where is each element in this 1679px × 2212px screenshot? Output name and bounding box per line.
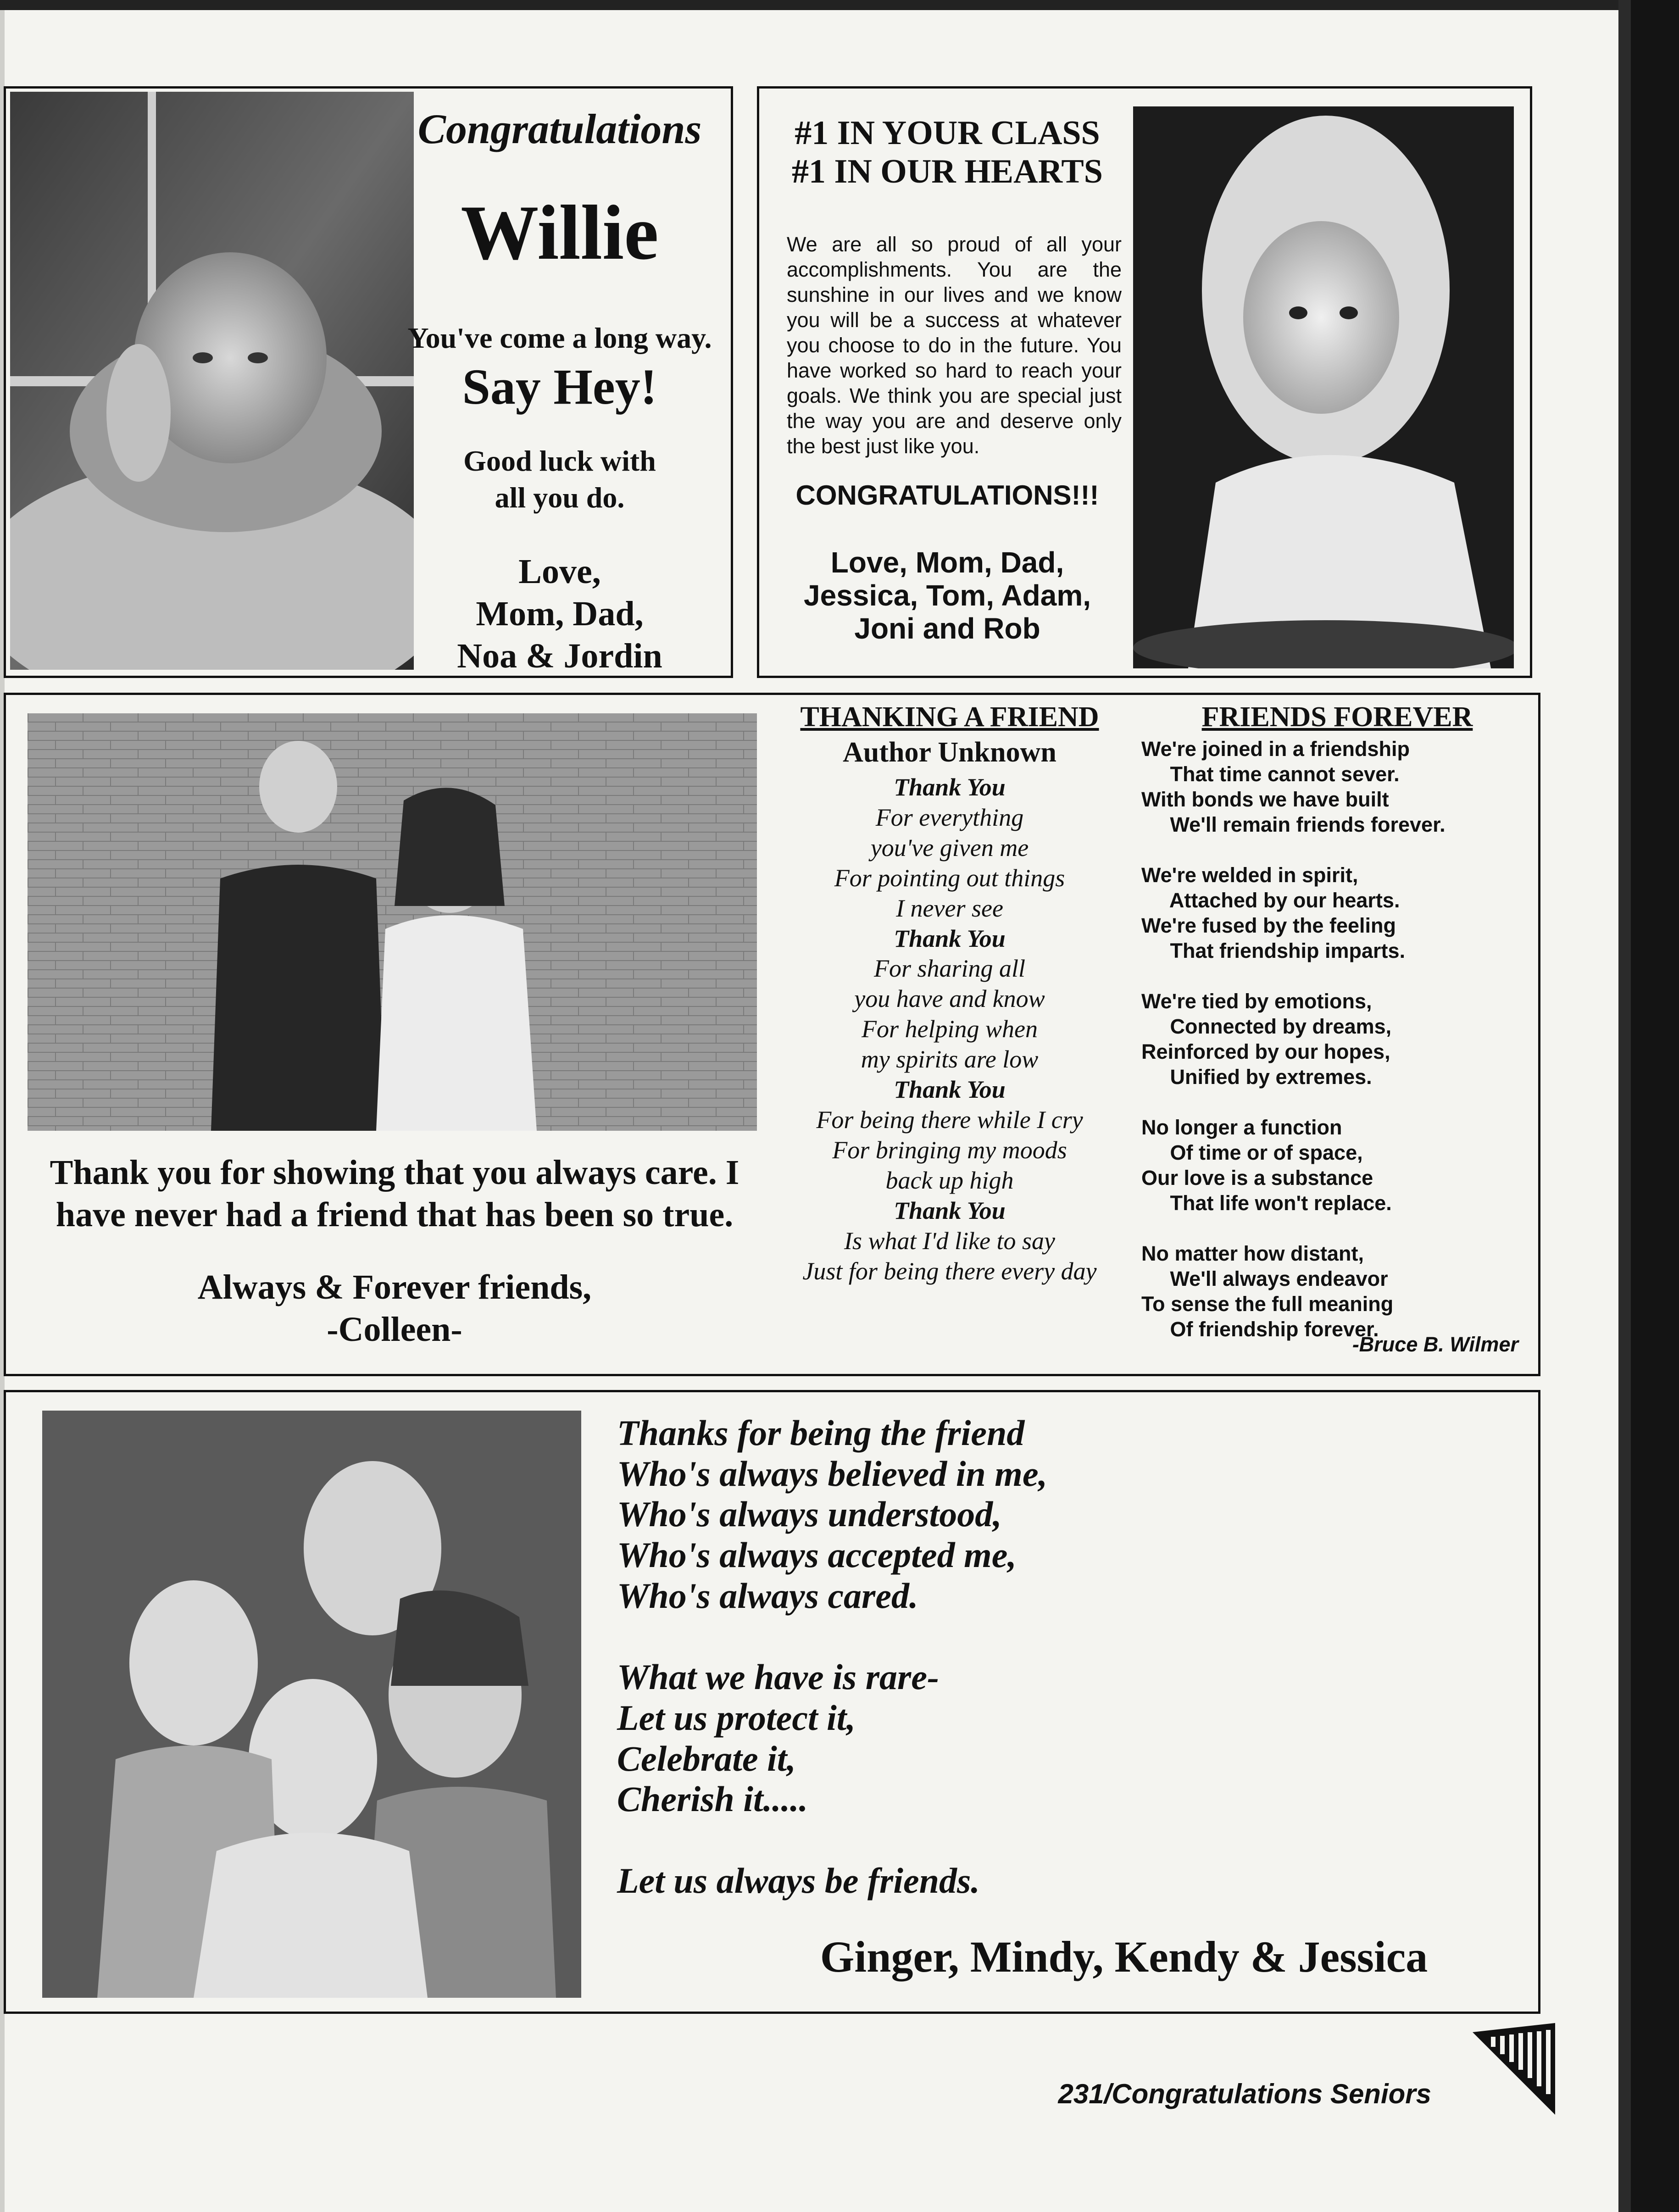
poem1-line: For sharing all: [873, 955, 1026, 983]
poem1-line: Just for being there every day: [802, 1257, 1097, 1285]
box2-heading-line: #1 IN YOUR CLASS: [795, 114, 1100, 152]
box1-luck-line: all you do.: [495, 481, 625, 514]
box2-signature-line: Love, Mom, Dad,: [830, 546, 1064, 579]
box2-signature-line: Jessica, Tom, Adam,: [803, 579, 1091, 612]
box1-luck: [404, 443, 716, 516]
box1-say-hey: Say Hey!: [462, 359, 657, 415]
page-footer: 231/Congratulations Seniors: [1058, 2079, 1431, 2109]
poem2-line: With bonds we have built: [1141, 788, 1389, 811]
poem2-line: To sense the full meaning: [1141, 1292, 1394, 1316]
girl-photo: [1133, 106, 1514, 668]
box1-signature-line: Noa & Jordin: [457, 637, 662, 675]
poem1-line: Thank You: [894, 1076, 1006, 1104]
box1-signature-line: Mom, Dad,: [476, 595, 644, 633]
poem2-lines: [1141, 736, 1531, 1342]
poem1-line: my spirits are low: [861, 1045, 1039, 1073]
box4-poem-line: Who's always accepted me,: [617, 1535, 1017, 1575]
poem2-line: Of time or of space,: [1141, 1141, 1363, 1164]
poem2-line: We'll always endeavor: [1141, 1267, 1388, 1290]
poem2-line: Reinforced by our hopes,: [1141, 1040, 1390, 1063]
baby-photo: [10, 92, 414, 670]
page-top-edge: [0, 0, 1679, 10]
poem1-line: Thank You: [894, 924, 1006, 952]
poem1-line: For everything: [875, 803, 1024, 831]
poem2-line: That friendship imparts.: [1141, 939, 1406, 962]
box4-poem-line: Who's always cared.: [617, 1575, 918, 1616]
poem2-line: [1141, 1216, 1531, 1241]
box4-poem-line: What we have is rare-: [617, 1657, 939, 1697]
box1-title: Congratulations: [417, 106, 702, 152]
poem1-line: you've given me: [870, 834, 1029, 861]
poem2-line: [1141, 1089, 1531, 1115]
poem2-line: We're joined in a friendship: [1141, 737, 1410, 761]
poem1-line: back up high: [885, 1166, 1014, 1194]
corner-graphic: [1473, 2023, 1555, 2115]
box2-signature-line: Joni and Rob: [854, 612, 1040, 645]
box2-congratulations: CONGRATULATIONS!!!: [795, 480, 1099, 511]
poem2-line: [1141, 963, 1531, 989]
poem2-line: We're welded in spirit,: [1141, 863, 1358, 887]
box1-luck-line: Good luck with: [463, 445, 656, 477]
poem1-line: Thank You: [894, 1196, 1006, 1224]
poem1-lines: [762, 773, 1138, 1286]
box2-body: We are all so proud of all your accomplishments. You are the sunshine in our lives and we know you will be a success at whatever you choose to do in the future. You have worked so hard to reach your goals. We think you are special just the way you are and deserve only the best just like you.: [787, 233, 1122, 458]
poem2-line: That life won't replace.: [1141, 1191, 1392, 1215]
box4-poem-line: Let us protect it,: [617, 1697, 856, 1738]
box4-poem-line: Thanks for being the friend: [617, 1413, 1025, 1453]
poem2-line: Of friendship forever.: [1141, 1317, 1379, 1341]
box1-signature: [404, 550, 716, 677]
poem1-line: Thank You: [894, 773, 1006, 801]
box3-signature: [28, 1266, 762, 1351]
box4-poem-line: Cherish it.....: [617, 1779, 808, 1819]
poem2-title: FRIENDS FOREVER: [1201, 701, 1473, 733]
poem2-line: No longer a function: [1141, 1116, 1342, 1139]
box1-name: Willie: [461, 189, 659, 276]
poem2-line: We'll remain friends forever.: [1141, 813, 1445, 836]
box3-signature-line: -Colleen-: [327, 1310, 462, 1349]
box2-signature: [757, 546, 1138, 645]
poem1-line: For pointing out things: [834, 864, 1065, 892]
binding-shadow: [1618, 0, 1632, 2212]
box4-poem-line: Who's always understood,: [617, 1494, 1002, 1534]
box4-poem-line: Celebrate it,: [617, 1738, 796, 1778]
couple-photo: [28, 713, 757, 1131]
poem1-line: I never see: [896, 894, 1003, 922]
poem1-line: For being there while I cry: [816, 1106, 1083, 1134]
poem2-line: We're tied by emotions,: [1141, 989, 1372, 1013]
poem2-line: Our love is a substance: [1141, 1166, 1373, 1189]
box1-signature-line: Love,: [518, 552, 601, 591]
poem2-line: [1141, 837, 1531, 862]
poem2-line: No matter how distant,: [1141, 1242, 1364, 1265]
poem1-title: THANKING A FRIEND: [800, 701, 1099, 733]
poem2-author: -Bruce B. Wilmer: [1352, 1333, 1518, 1356]
box3-message-line: Thank you for showing that you always care. I: [50, 1153, 739, 1192]
box1-line: You've come a long way.: [407, 322, 712, 354]
page-binding: [1631, 0, 1679, 2212]
box3-message-line: have never had a friend that has been so true.: [56, 1195, 734, 1234]
box4-poem-line: [617, 1820, 1489, 1861]
box4-poem-line: Let us always be friends.: [617, 1860, 980, 1901]
poem1-line: For helping when: [862, 1015, 1038, 1043]
box4-signature: Ginger, Mindy, Kendy & Jessica: [820, 1932, 1428, 1981]
poem2-line: We're fused by the feeling: [1141, 914, 1396, 937]
poem1-line: you have and know: [854, 985, 1045, 1013]
box4-poem-line: [617, 1616, 1489, 1657]
box3-message: [28, 1151, 762, 1236]
poem1-author: Author Unknown: [843, 737, 1056, 768]
box3-signature-line: Always & Forever friends,: [197, 1268, 592, 1306]
poem1-line: Is what I'd like to say: [844, 1227, 1055, 1255]
box2-heading: [757, 114, 1138, 191]
poem2-line: Attached by our hearts.: [1141, 889, 1400, 912]
box4-poem: [617, 1413, 1489, 1901]
box4-poem-line: Who's always believed in me,: [617, 1453, 1048, 1494]
poem2-line: Unified by extremes.: [1141, 1065, 1372, 1089]
poem2-line: That time cannot sever.: [1141, 762, 1400, 786]
box2-heading-line: #1 IN OUR HEARTS: [792, 153, 1103, 190]
poem2-line: Connected by dreams,: [1141, 1015, 1392, 1038]
poem1-line: For bringing my moods: [832, 1136, 1067, 1164]
group-photo: [42, 1411, 581, 1998]
